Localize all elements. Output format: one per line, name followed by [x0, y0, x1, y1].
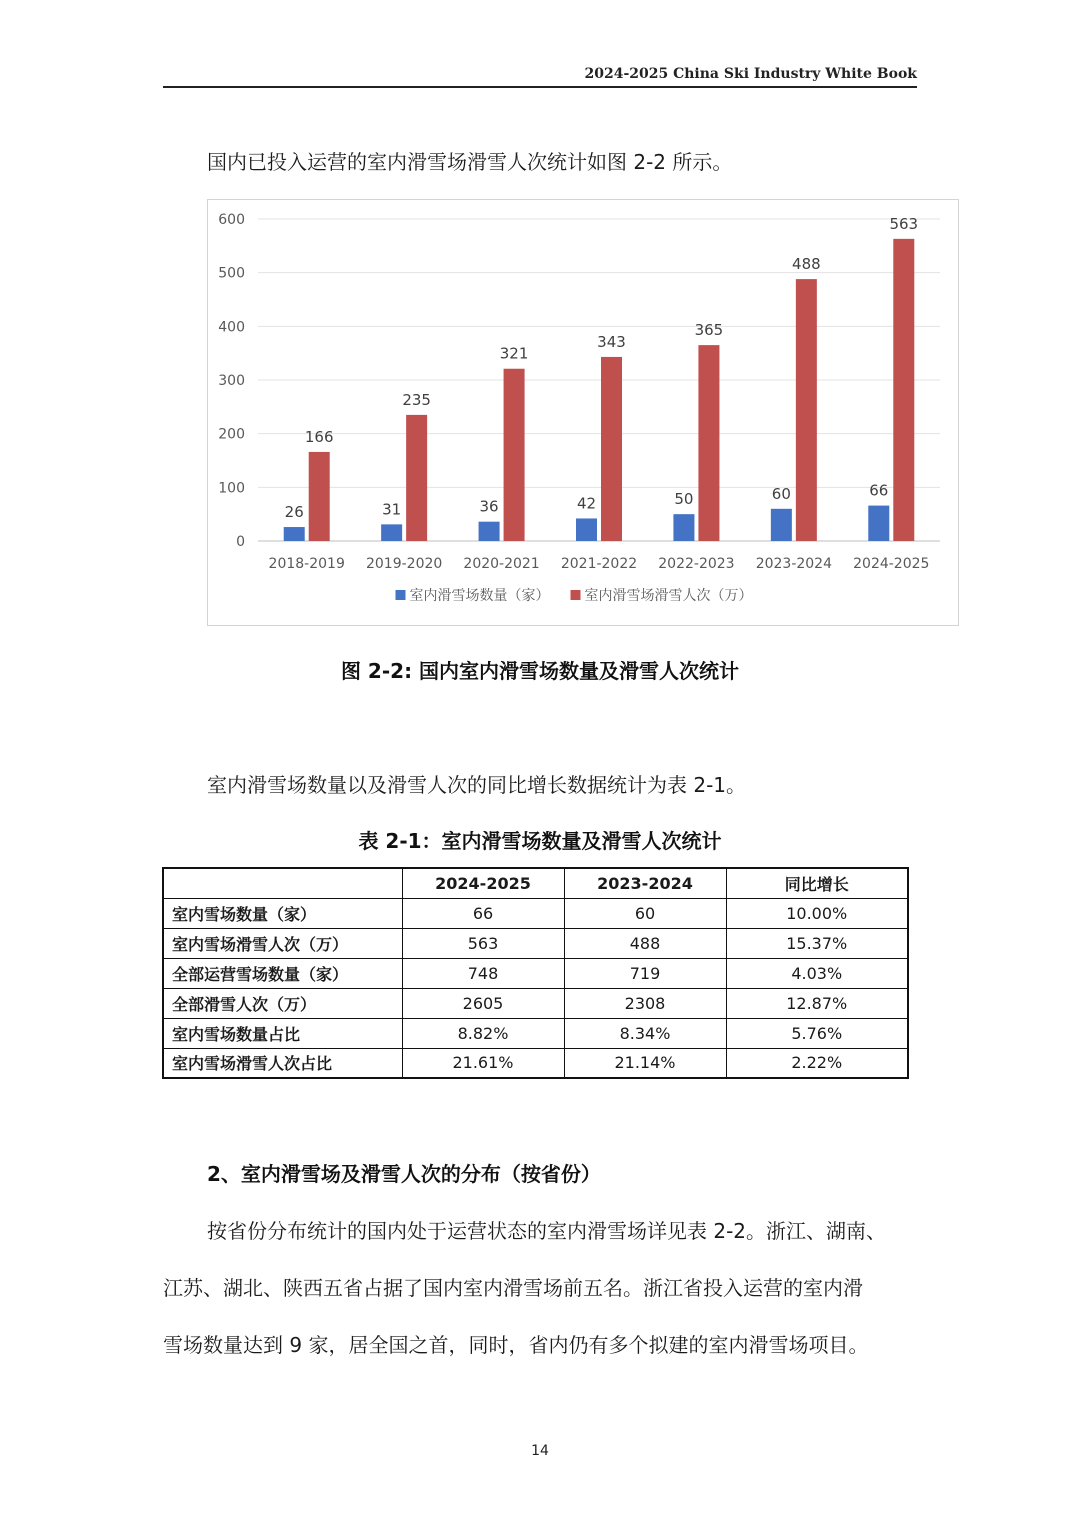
table-row	[163, 928, 908, 958]
bar-resort-count	[479, 522, 500, 541]
data-label: 235	[402, 390, 431, 409]
row-label: 室内雪场滑雪人次（万）	[163, 928, 402, 958]
cell-2024-2025: 2605	[402, 988, 564, 1018]
y-tick-label: 500	[218, 265, 245, 282]
header-rule	[163, 86, 917, 88]
x-tick-label: 2018-2019	[268, 556, 345, 572]
data-label: 365	[694, 321, 724, 340]
cell-2023-2024: 60	[564, 898, 726, 928]
cell-yoy-growth: 12.87%	[726, 988, 908, 1018]
x-tick-label: 2020-2021	[463, 556, 540, 572]
bar-chart	[207, 199, 959, 626]
bar-skier-visits	[698, 345, 719, 541]
table-row	[163, 988, 908, 1018]
data-label: 31	[382, 500, 402, 519]
row-label: 室内雪场数量（家）	[163, 898, 402, 928]
chart-canvas	[208, 200, 958, 625]
row-label: 全部滑雪人次（万）	[163, 988, 402, 1018]
data-label: 66	[869, 481, 889, 500]
intro-paragraph: 国内已投入运营的室内滑雪场滑雪人次统计如图 2-2 所示。	[207, 150, 733, 174]
section-heading: 2、室内滑雪场及滑雪人次的分布（按省份）	[207, 1162, 601, 1186]
data-label: 166	[304, 427, 334, 446]
cell-2023-2024: 719	[564, 958, 726, 988]
cell-yoy-growth: 2.22%	[726, 1048, 908, 1078]
y-tick-label: 100	[218, 480, 245, 497]
data-label: 42	[576, 494, 597, 513]
cell-2024-2025: 66	[402, 898, 564, 928]
bar-skier-visits	[406, 415, 427, 541]
row-label: 室内雪场滑雪人次占比	[163, 1048, 402, 1078]
cell-2023-2024: 8.34%	[564, 1018, 726, 1048]
table-header-cell: 2024-2025	[402, 868, 564, 898]
x-tick-label: 2023-2024	[755, 556, 833, 572]
x-tick-label: 2024-2025	[853, 556, 930, 572]
body-paragraph-line: 按省份分布统计的国内处于运营状态的室内滑雪场详见表 2-2。浙江、湖南、	[207, 1219, 887, 1243]
cell-yoy-growth: 4.03%	[726, 958, 908, 988]
bar-skier-visits	[893, 239, 914, 541]
y-tick-label: 200	[218, 426, 245, 443]
legend-swatch-resort-count	[396, 590, 406, 600]
cell-yoy-growth: 5.76%	[726, 1018, 908, 1048]
y-tick-label: 600	[218, 212, 245, 228]
table-intro-paragraph: 室内滑雪场数量以及滑雪人次的同比增长数据统计为表 2-1。	[207, 773, 747, 797]
table-row	[163, 1018, 908, 1048]
cell-2024-2025: 21.61%	[402, 1048, 564, 1078]
data-label: 488	[792, 255, 821, 274]
table-header-row	[163, 868, 908, 898]
body-paragraph-line: 江苏、湖北、陕西五省占据了国内室内滑雪场前五名。浙江省投入运营的室内滑	[163, 1276, 863, 1300]
legend-label: 室内滑雪场滑雪人次（万）	[584, 588, 753, 604]
cell-2023-2024: 21.14%	[564, 1048, 726, 1078]
data-label: 50	[674, 490, 694, 509]
cell-yoy-growth: 15.37%	[726, 928, 908, 958]
table-row	[163, 898, 908, 928]
table-row	[163, 1048, 908, 1078]
y-tick-label: 400	[218, 319, 245, 336]
x-tick-label: 2022-2023	[658, 556, 735, 572]
bar-skier-visits	[796, 279, 817, 541]
cell-2024-2025: 563	[402, 928, 564, 958]
cell-2024-2025: 8.82%	[402, 1018, 564, 1048]
running-header: 2024-2025 China Ski Industry White Book	[584, 66, 917, 82]
bar-skier-visits	[504, 369, 525, 541]
bar-skier-visits	[309, 452, 330, 541]
bar-resort-count	[381, 524, 402, 541]
stats-table	[162, 867, 909, 1079]
cell-2023-2024: 2308	[564, 988, 726, 1018]
data-label: 563	[889, 214, 919, 233]
table-row	[163, 958, 908, 988]
x-tick-label: 2019-2020	[365, 556, 443, 572]
row-label: 全部运营雪场数量（家）	[163, 958, 402, 988]
bar-resort-count	[771, 509, 792, 541]
figure-caption: 图 2-2: 国内室内滑雪场数量及滑雪人次统计	[340, 659, 740, 683]
table-header-cell: 同比增长	[726, 868, 908, 898]
y-tick-label: 0	[236, 534, 245, 550]
data-label: 26	[284, 503, 304, 522]
table-header-cell	[163, 868, 402, 898]
row-label: 室内雪场数量占比	[163, 1018, 402, 1048]
x-tick-label: 2021-2022	[560, 556, 638, 572]
bar-resort-count	[868, 506, 889, 541]
y-tick-label: 300	[218, 373, 245, 389]
legend-swatch-skier-visits	[571, 590, 581, 600]
legend-label: 室内滑雪场数量（家）	[409, 588, 550, 604]
bar-resort-count	[576, 518, 597, 541]
table-header-cell: 2023-2024	[564, 868, 726, 898]
data-label: 60	[771, 484, 791, 503]
page-number: 14	[531, 1443, 549, 1459]
bar-resort-count	[284, 527, 305, 541]
bar-resort-count	[673, 514, 694, 541]
bar-skier-visits	[601, 357, 622, 541]
table-title: 表 2-1：室内滑雪场数量及滑雪人次统计	[358, 829, 722, 853]
body-paragraph-line: 雪场数量达到 9 家，居全国之首，同时，省内仍有多个拟建的室内滑雪场项目。	[163, 1333, 869, 1357]
cell-yoy-growth: 10.00%	[726, 898, 908, 928]
data-label: 343	[597, 332, 626, 351]
cell-2023-2024: 488	[564, 928, 726, 958]
data-label: 36	[479, 497, 499, 516]
data-label: 321	[499, 344, 529, 363]
cell-2024-2025: 748	[402, 958, 564, 988]
